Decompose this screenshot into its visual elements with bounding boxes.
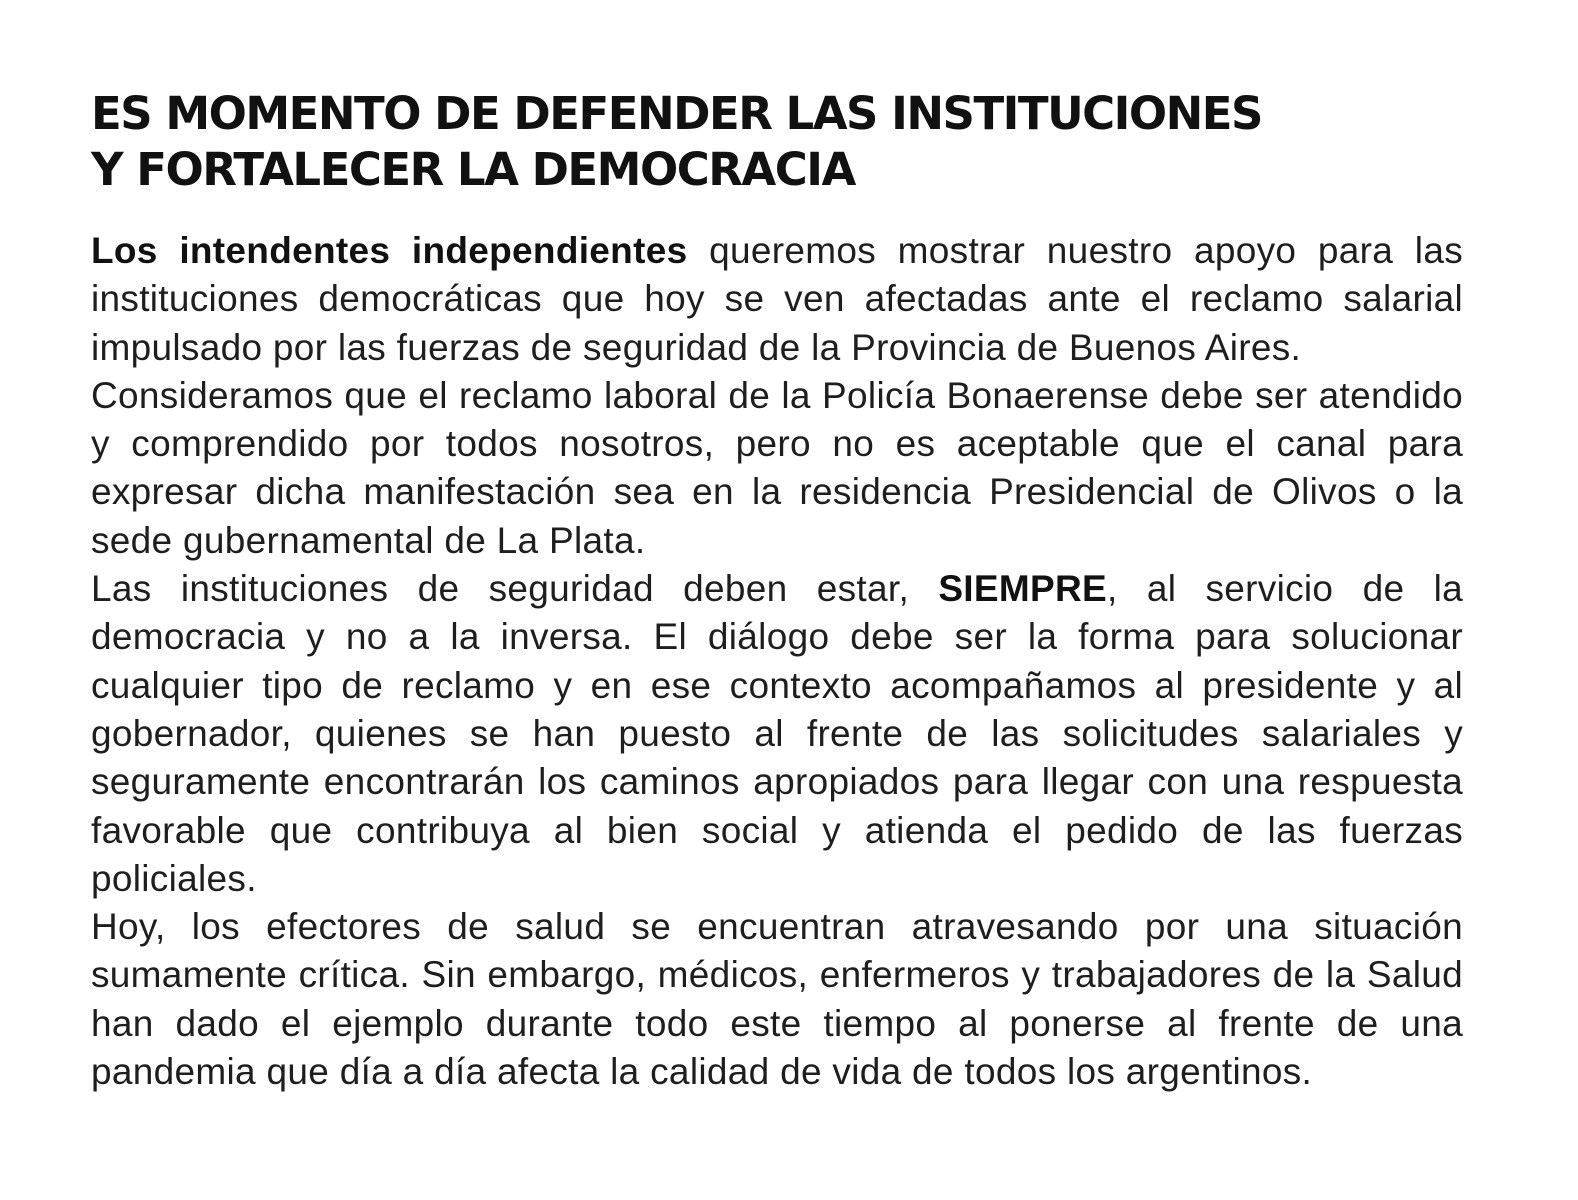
paragraph-2-text: Consideramos que el reclamo laboral de la Policía Bonaerense debe ser atendido y comprendido por todos nosotros, pero no es aceptable que el canal para expresar dicha manifestación sea en la residencia Presidencial de Olivos o la sede gubernamental de La Plata.: [91, 374, 1463, 561]
paragraph-1-text: queremos mostrar nuestro apoyo para las instituciones democráticas que hoy se ven afectadas ante el reclamo salarial impulsado por las fuerzas de seguridad de la Provincia de Buenos Aires.: [91, 230, 1463, 368]
paragraph-4: [91, 903, 1463, 1096]
paragraph-3-before: Las instituciones de seguridad deben estar,: [91, 568, 939, 610]
paragraph-2: [91, 372, 1463, 565]
document-body: [91, 227, 1463, 1096]
document-heading: [91, 86, 1463, 198]
heading-line-1: ES MOMENTO DE DEFENDER LAS INSTITUCIONES: [91, 87, 1262, 140]
heading-line-2: Y FORTALECER LA DEMOCRACIA: [91, 143, 855, 196]
paragraph-4-text: Hoy, los efectores de salud se encuentran atravesando por una situación sumamente crítica. Sin embargo, médicos, enfermeros y trabajadores de la Salud han dado el ejemplo durante todo este tiempo al ponerse al frente de una pandemia que día a día afecta la calidad de vida de todos los argentinos.: [91, 906, 1463, 1093]
paragraph-3: [91, 565, 1463, 903]
paragraph-1: [91, 227, 1463, 372]
paragraph-3-after: , al servicio de la democracia y no a la inversa. El diálogo debe ser la forma para solucionar cualquier tipo de reclamo y en ese contexto acompañamos al presidente y al gobernador, quienes se han puesto al frente de las solicitudes salariales y seguramente encontrarán los caminos apropiados para llegar con una respuesta favorable que contribuya al bien social y atienda el pedido de las fuerzas policiales.: [91, 568, 1463, 899]
paragraph-3-emphasis: SIEMPRE: [938, 568, 1107, 610]
paragraph-1-lead: Los intendentes independientes: [91, 230, 688, 271]
document-page: [91, 86, 1463, 1096]
